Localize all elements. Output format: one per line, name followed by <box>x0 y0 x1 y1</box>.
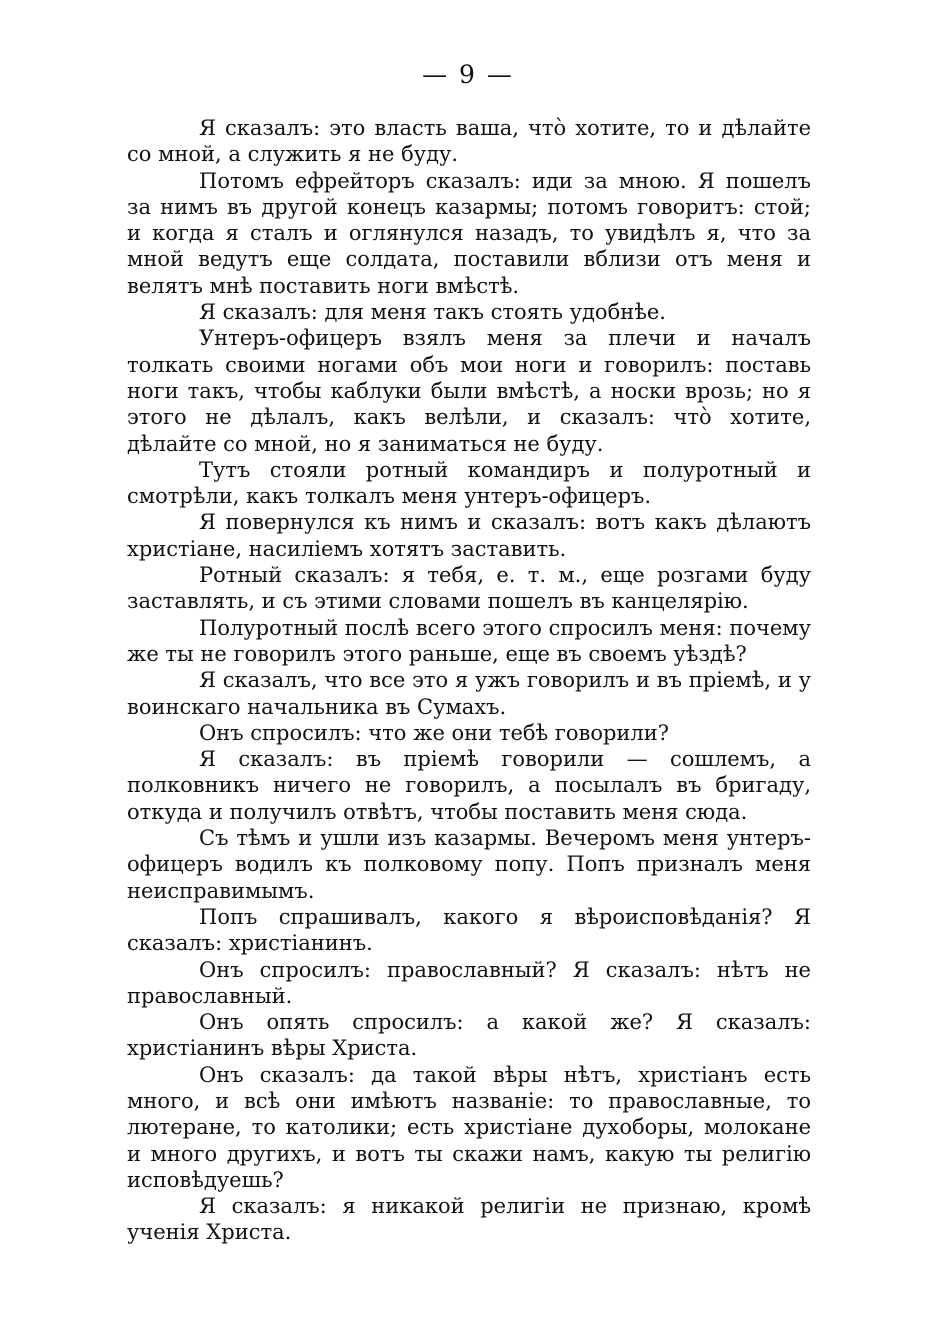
paragraph: Я сказалъ: я никакой религіи не признаю, кромѣ ученія Христа. <box>127 1194 811 1245</box>
paragraph: Онъ сказалъ: да такой вѣры нѣтъ, христіанъ есть много, и всѣ они имѣютъ названіе: то православные, то лютеране, то католики; есть христіане духоборы, молокане и много другихъ, и вотъ ты скажи намъ, какую ты религію исповѣдуешь? <box>127 1062 811 1192</box>
paragraph: Онъ опять спросилъ: а какой же? Я сказалъ: христіанинъ вѣры Христа. <box>127 1010 811 1061</box>
paragraph: Я сказалъ, что все это я ужъ говорилъ и въ пріемѣ, и у воинскаго начальника въ Сумахъ. <box>127 668 811 719</box>
paragraph: Онъ спросилъ: православный? Я сказалъ: нѣтъ не православный. <box>127 957 811 1008</box>
paragraph: Ротный сказалъ: я тебя, е. т. м., еще розгами буду заставлять, и съ этими словами пошелъ въ канцелярію. <box>127 563 811 614</box>
paragraph: Съ тѣмъ и ушли изъ казармы. Вечеромъ меня унтеръ-офицеръ водилъ къ полковому попу. Попъ призналъ меня неисправимымъ. <box>127 826 811 903</box>
page-number: — 9 — <box>422 60 514 89</box>
body-text <box>127 115 811 1246</box>
paragraph: Онъ спросилъ: что же они тебѣ говорили? <box>199 720 670 745</box>
paragraph: Потомъ ефрейторъ сказалъ: иди за мною. Я пошелъ за нимъ въ другой конецъ казармы; потомъ говоритъ: стой; и когда я сталъ и оглянулся назадъ, то увидѣлъ я, что за мной ведутъ еще солдата, поставили вблизи отъ меня и велятъ мнѣ поставить ноги вмѣстѣ. <box>127 168 811 298</box>
paragraph: Я сказалъ: это власть ваша, что̀ хотите, то и дѣлайте со мной, а служить я не буду. <box>127 116 811 167</box>
paragraph: Унтеръ-офицеръ взялъ меня за плечи и началъ толкать своими ногами объ мои ноги и говорилъ: поставь ноги такъ, чтобы каблуки были вмѣстѣ, а носки врозь; но я этого не дѣлалъ, какъ велѣли, и сказалъ: что̀ хотите, дѣлайте со мной, но я заниматься не буду. <box>127 326 811 456</box>
paragraph: Попъ спрашивалъ, какого я вѣроисповѣданія? Я сказалъ: христіанинъ. <box>127 904 811 956</box>
paragraph: Тутъ стояли ротный командиръ и полуротный и смотрѣли, какъ толкалъ меня унтеръ-офицеръ. <box>127 457 811 509</box>
paragraph: Я повернулся къ нимъ и сказалъ: вотъ какъ дѣлаютъ христіане, насиліемъ хотятъ заставить. <box>127 510 811 561</box>
paragraph: Полуротный послѣ всего этого спросилъ меня: почему же ты не говорилъ этого раньше, еще въ своемъ уѣздѣ? <box>127 615 811 666</box>
paragraph: Я сказалъ: для меня такъ стоять удобнѣе. <box>199 300 666 325</box>
paragraph: Я сказалъ: въ пріемѣ говорили — сошлемъ, а полковникъ ничего не говорилъ, а посылалъ въ бригаду, откуда и получилъ отвѣтъ, чтобы поставить меня сюда. <box>127 747 811 824</box>
